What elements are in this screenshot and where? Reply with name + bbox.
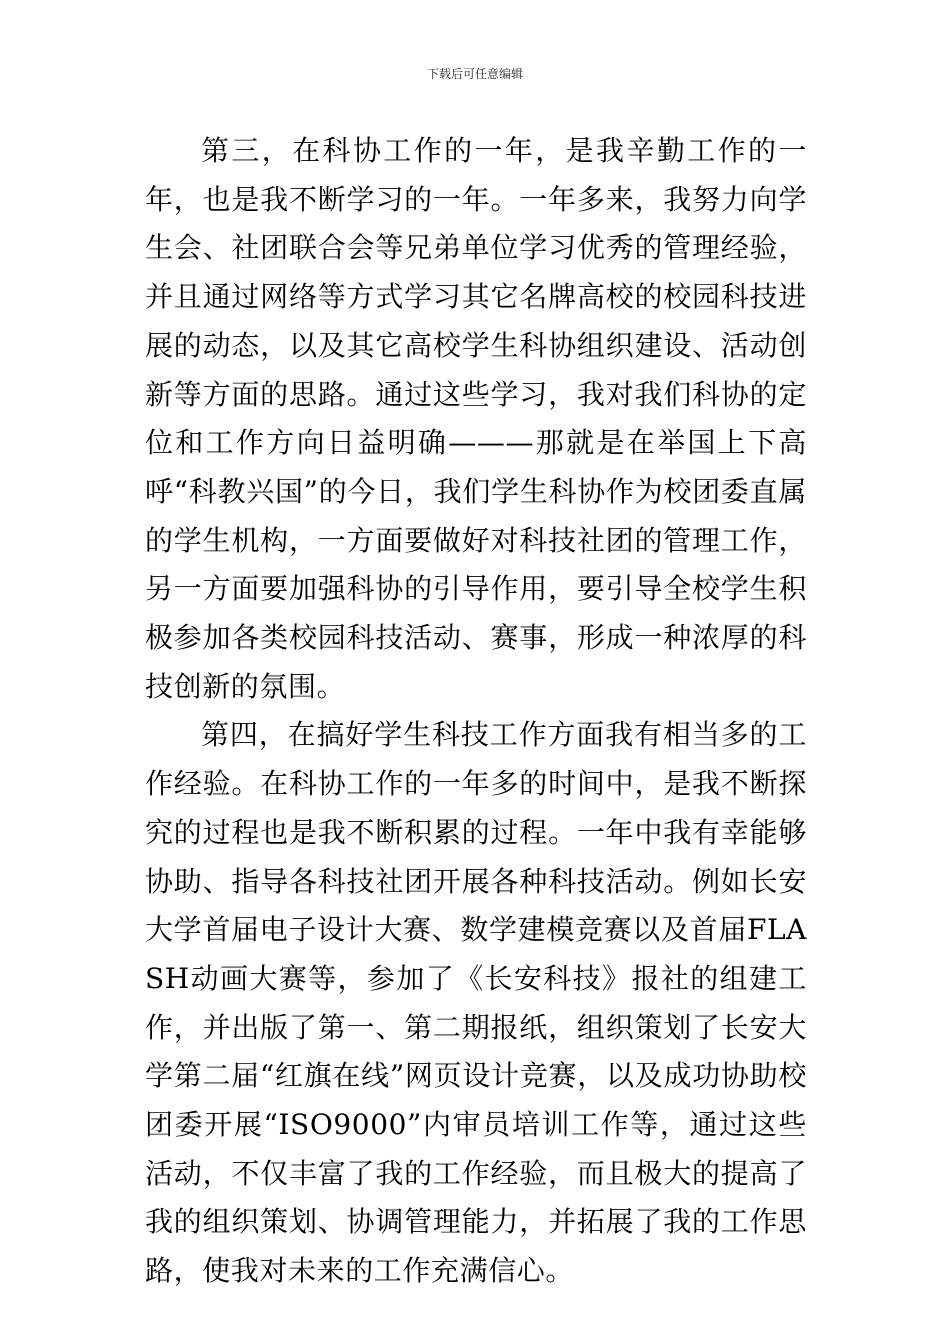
paragraph-fourth: 第四，在搞好学生科技工作方面我有相当多的工作经验。在科协工作的一年多的时间中，是我不断探究的过程也是我不断积累的过程。一年中我有幸能够协助、指导各科技社团开展各种科技活动。例如长安大学首届电子设计大赛、数学建模竞赛以及首届FLASH动画大赛等，参加了《长安科技》报社的组建工作，并出版了第一、第二期报纸，组织策划了长安大学第二届“红旗在线”网页设计竞赛，以及成功协助校团委开展“ISO9000”内审员培训工作等，通过这些活动，不仅丰富了我的工作经验，而且极大的提高了我的组织策划、协调管理能力，并拓展了我的工作思路，使我对未来的工作充满信心。 <box>145 718 807 1288</box>
document-body <box>145 127 807 1296</box>
page-header-note: 下载后可任意编辑 <box>426 67 523 81</box>
paragraph-third: 第三，在科协工作的一年，是我辛勤工作的一年，也是我不断学习的一年。一年多来，我努力向学生会、社团联合会等兄弟单位学习优秀的管理经验，并且通过网络等方式学习其它名牌高校的校园科技进展的动态，以及其它高校学生科协组织建设、活动创新等方面的思路。通过这些学习，我对我们科协的定位和工作方向日益明确———那就是在举国上下高呼“科教兴国”的今日，我们学生科协作为校团委直属的学生机构，一方面要做好对科技社团的管理工作，另一方面要加强科协的引导作用，要引导全校学生积极参加各类校园科技活动、赛事，形成一种浓厚的科技创新的氛围。 <box>145 134 807 703</box>
